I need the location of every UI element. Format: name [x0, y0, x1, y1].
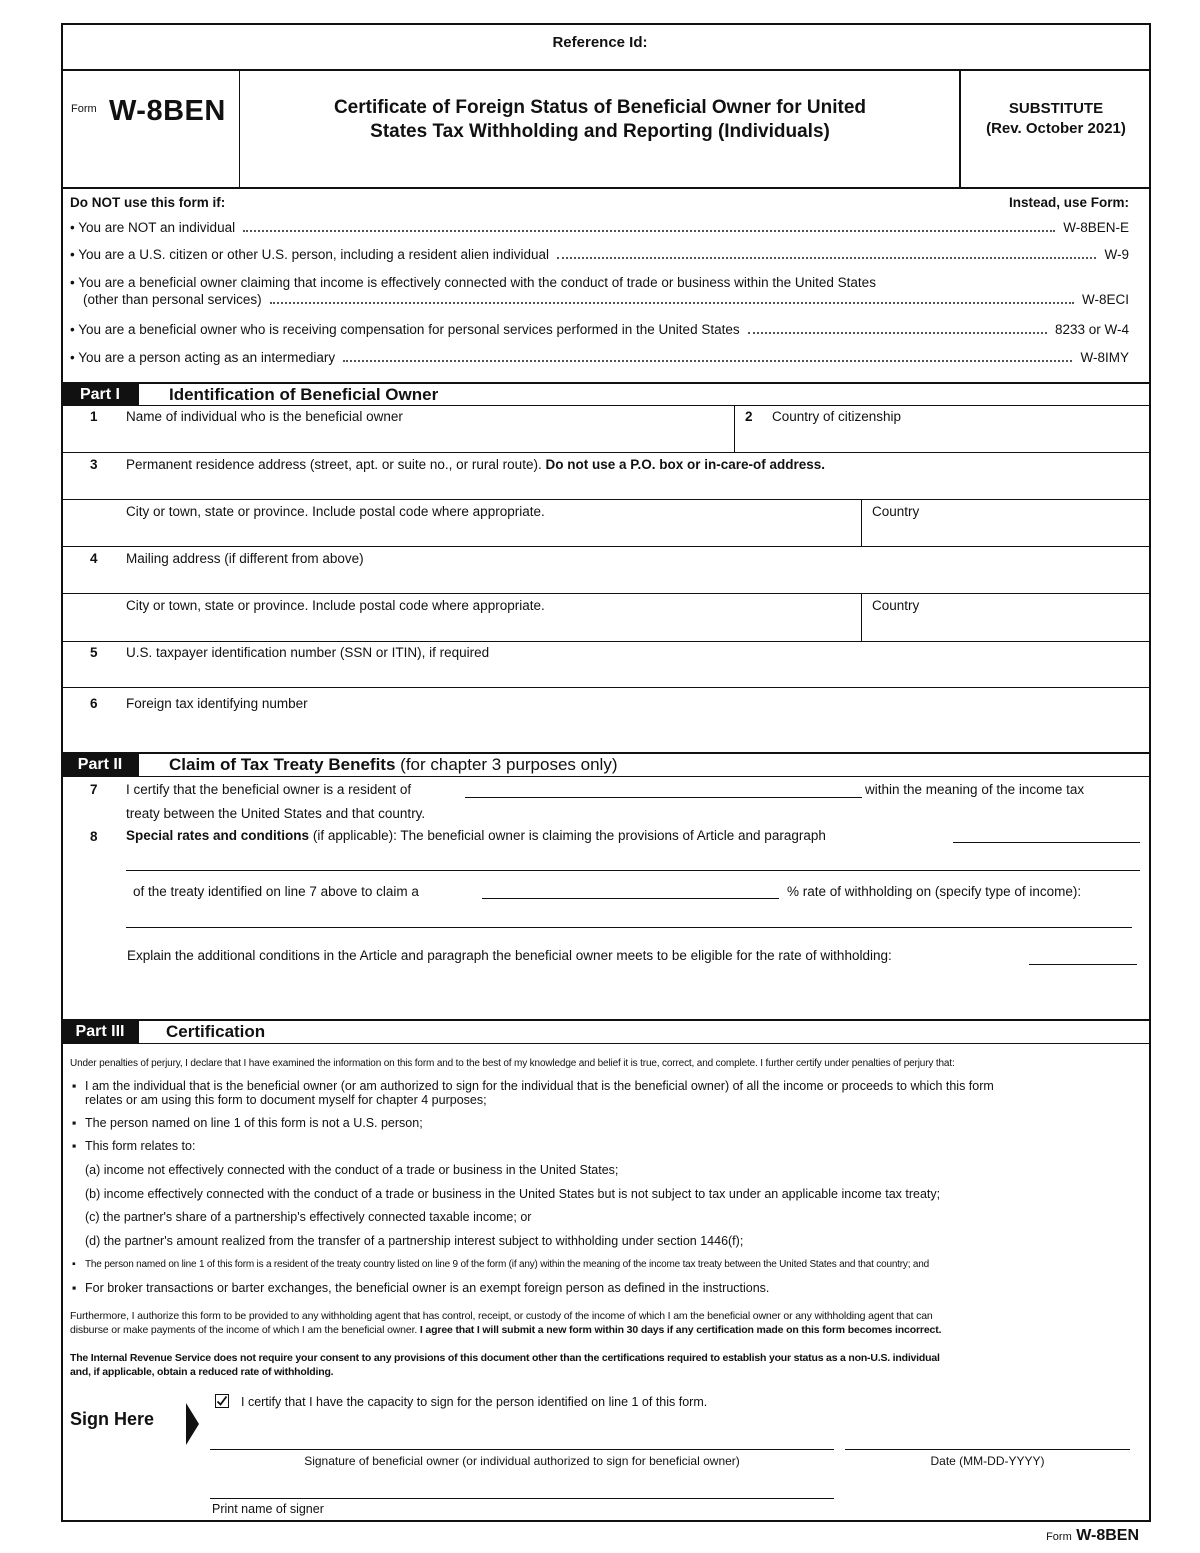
cert-bullet: ▪ [72, 1258, 76, 1270]
do-not-use-heading: Do NOT use this form if: [70, 195, 226, 210]
line3-label-text: Permanent residence address (street, apt. or suite no., or rural route). [126, 457, 542, 472]
do-not-use-text: • You are a beneficial owner who is receiving compensation for personal services performed in the United States [70, 322, 740, 337]
cert-subitem: (c) the partner's share of a partnership's effectively connected taxable income; or [85, 1210, 532, 1224]
line-number: 3 [90, 457, 98, 472]
cert-bullet-line: relates or am using this form to document myself for chapter 4 purposes; [85, 1093, 487, 1107]
signature-field[interactable] [210, 1449, 834, 1450]
furthermore-text-plain: disburse or make payments of the income of which I am the beneficial owner. [70, 1324, 418, 1336]
line8-text: of the treaty identified on line 7 above to claim a [133, 884, 419, 899]
cert-subitem: (d) the partner's amount realized from the transfer of a partnership interest subject to withholding under section 1446(f); [85, 1234, 744, 1248]
alt-form-name: W-8BEN-E [1063, 220, 1129, 235]
income-type-field[interactable] [126, 927, 1132, 928]
do-not-use-item [70, 322, 1129, 338]
country-label: Country [872, 504, 920, 519]
reference-id-label: Reference Id: [552, 34, 648, 51]
divider [61, 641, 1151, 642]
divider [61, 546, 1151, 547]
revision-block [961, 99, 1151, 139]
capacity-checkbox-label: I certify that I have the capacity to sign for the person identified on line 1 of this form. [241, 1395, 708, 1409]
divider [61, 452, 1151, 453]
line8-text: % rate of withholding on (specify type of income): [787, 884, 1082, 899]
do-not-use-text: • You are a person acting as an intermediary [70, 350, 336, 365]
cert-bullet: ▪ [72, 1281, 77, 1295]
part2-tag: Part II [61, 754, 139, 776]
line3-label-bold: Do not use a P.O. box or in-care-of address. [545, 457, 826, 472]
line-number: 5 [90, 645, 98, 660]
do-not-use-item [70, 350, 1129, 366]
line-number: 8 [90, 829, 98, 844]
article-paragraph-field[interactable] [953, 842, 1140, 843]
furthermore-text [70, 1309, 941, 1337]
footer-form-id [1046, 1527, 1139, 1545]
form-title [240, 96, 960, 144]
check-icon [216, 1395, 228, 1407]
footer-form-prefix: Form [1046, 1531, 1072, 1543]
part3-title: Certification [166, 1022, 266, 1041]
line-number: 2 [745, 409, 753, 424]
line8-bold: Special rates and conditions [126, 828, 310, 843]
citizenship-field[interactable] [740, 425, 1145, 451]
line7-text: within the meaning of the income tax [865, 782, 1085, 797]
substitute-label: SUBSTITUTE [1008, 100, 1104, 117]
line8-text-a: (if applicable): The beneficial owner is claiming the provisions of Article and paragraph [312, 828, 826, 843]
article-paragraph-field-cont[interactable] [126, 870, 1140, 871]
furthermore-text-bold: I agree that I will submit a new form within 30 days if any certification made on this form becomes incorrect. [419, 1324, 942, 1336]
print-name-label: Print name of signer [212, 1502, 324, 1516]
date-field[interactable] [845, 1449, 1130, 1450]
do-not-use-item [70, 220, 1129, 236]
cert-bullet-line: I am the individual that is the beneficial owner (or am authorized to sign for the individual that is the beneficial owner) of all the income or proceeds to which this form [85, 1079, 994, 1093]
date-label: Date (MM-DD-YYYY) [930, 1454, 1045, 1468]
do-not-use-item [70, 247, 1129, 263]
line6-label: Foreign tax identifying number [126, 696, 308, 711]
capacity-checkbox[interactable] [215, 1394, 229, 1408]
signature-label: Signature of beneficial owner (or individual authorized to sign for beneficial owner) [304, 1454, 740, 1468]
cert-bullet: ▪ [72, 1079, 77, 1093]
treaty-country-field[interactable] [465, 797, 862, 798]
do-not-use-item [83, 292, 1129, 308]
cert-bullet: ▪ [72, 1116, 77, 1130]
country-label: Country [872, 598, 920, 613]
divider [61, 1043, 1151, 1044]
divider [61, 69, 1151, 71]
do-not-use-text: • You are a U.S. citizen or other U.S. person, including a resident alien individual [70, 247, 550, 262]
revision-label: (Rev. October 2021) [986, 120, 1126, 137]
divider [861, 499, 862, 546]
part2-title [169, 754, 618, 776]
residence-address-field[interactable] [120, 473, 1145, 497]
divider [61, 187, 1151, 189]
sign-here-label: Sign Here [70, 1409, 155, 1429]
cert-bullet-text: The person named on line 1 of this form is not a U.S. person; [85, 1116, 423, 1130]
print-name-field[interactable] [210, 1498, 834, 1499]
line2-label: Country of citizenship [772, 409, 902, 424]
residence-city-field[interactable] [120, 520, 858, 544]
part1-title: Identification of Beneficial Owner [169, 385, 439, 404]
divider [61, 405, 1151, 406]
arrow-right-icon [186, 1403, 199, 1445]
line-number: 4 [90, 551, 98, 566]
cert-subitem: (b) income effectively connected with the conduct of a trade or business in the United States but is not subject to tax under an applicable income tax treaty; [85, 1187, 941, 1201]
mailing-address-field[interactable] [120, 567, 1145, 591]
mailing-country-field[interactable] [866, 614, 1146, 638]
part3-tag: Part III [61, 1021, 139, 1043]
line8-text [126, 828, 826, 844]
line7-text: I certify that the beneficial owner is a resident of [126, 782, 412, 797]
line4-label: Mailing address (if different from above) [126, 551, 364, 566]
name-field[interactable] [120, 425, 732, 451]
cert-bullet-text: The person named on line 1 of this form is a resident of the treaty country listed on line 9 of the form (if any) within the meaning of the income tax treaty between the United States and that country; and [85, 1259, 929, 1270]
furthermore-line [70, 1323, 941, 1337]
city-label: City or town, state or province. Include postal code where appropriate. [126, 504, 545, 519]
line-number: 7 [90, 782, 98, 797]
us-tin-field[interactable] [120, 661, 1145, 685]
cert-bullet-text [85, 1079, 994, 1107]
divider [61, 499, 1151, 500]
divider [61, 687, 1151, 688]
form-prefix: Form [71, 103, 97, 115]
part1-tag: Part I [61, 384, 139, 406]
form-title-line1: Certificate of Foreign Status of Beneficial Owner for United [333, 97, 867, 118]
conditions-field[interactable] [1029, 964, 1137, 965]
alt-form-name: 8233 or W-4 [1054, 322, 1129, 337]
line7-text: treaty between the United States and that country. [126, 806, 426, 821]
withholding-rate-field[interactable] [482, 898, 779, 899]
line8-text: Explain the additional conditions in the Article and paragraph the beneficial owner meets to be eligible for the rate of withholding: [127, 948, 892, 963]
irs-consent-line: and, if applicable, obtain a reduced rate of withholding. [70, 1366, 334, 1378]
cert-subitem: (a) income not effectively connected with the conduct of a trade or business in the United States; [85, 1163, 619, 1177]
do-not-use-text: • You are a beneficial owner claiming that income is effectively connected with the conduct of trade or business within the United States [70, 275, 876, 290]
divider [861, 593, 862, 641]
city-label: City or town, state or province. Include postal code where appropriate. [126, 598, 545, 613]
line-number: 1 [90, 409, 98, 424]
part2-title-suffix: (for chapter 3 purposes only) [400, 755, 618, 774]
irs-consent-line: The Internal Revenue Service does not require your consent to any provisions of this document other than the certifications required to establish your status as a non-U.S. individual [70, 1352, 940, 1364]
footer-form-number: W-8BEN [1076, 1527, 1139, 1544]
divider [61, 776, 1151, 777]
cert-bullet-text: For broker transactions or barter exchanges, the beneficial owner is an exempt foreign person as defined in the instructions. [85, 1281, 770, 1295]
alt-form-name: W-8ECI [1081, 292, 1129, 307]
line5-label: U.S. taxpayer identification number (SSN or ITIN), if required [126, 645, 490, 660]
part2-title-text: Claim of Tax Treaty Benefits [169, 755, 396, 774]
form-number: W-8BEN [109, 95, 226, 127]
foreign-tin-field[interactable] [120, 713, 1145, 749]
alt-form-name: W-8IMY [1080, 350, 1129, 365]
irs-consent-text [70, 1351, 940, 1379]
certification-intro: Under penalties of perjury, I declare that I have examined the information on this form and to the best of my knowledge and belief it is true, correct, and complete. I further certify under penalties of perjury that: [70, 1058, 955, 1069]
line1-label: Name of individual who is the beneficial owner [126, 409, 403, 424]
cert-bullet-text: This form relates to: [85, 1139, 196, 1153]
mailing-city-field[interactable] [120, 614, 858, 638]
form-title-line2: States Tax Withholding and Reporting (Individuals) [370, 121, 830, 142]
instead-use-heading: Instead, use Form: [1008, 195, 1129, 210]
furthermore-line: Furthermore, I authorize this form to be provided to any withholding agent that has control, receipt, or custody of the income of which I am the beneficial owner or any withholding agent that can [70, 1310, 933, 1322]
divider [61, 593, 1151, 594]
do-not-use-text: • You are NOT an individual [70, 220, 236, 235]
residence-country-field[interactable] [866, 520, 1146, 544]
cert-bullet: ▪ [72, 1139, 77, 1153]
do-not-use-text: (other than personal services) [83, 292, 262, 307]
line3-label [126, 457, 825, 473]
divider [734, 405, 735, 452]
line-number: 6 [90, 696, 98, 711]
alt-form-name: W-9 [1104, 247, 1129, 262]
